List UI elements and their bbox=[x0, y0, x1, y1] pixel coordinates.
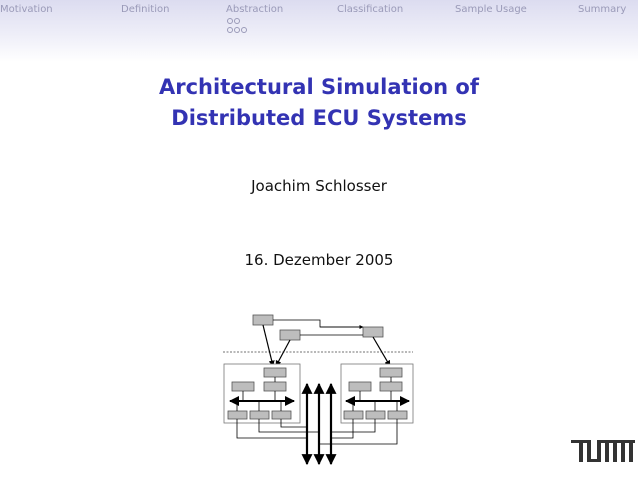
navigation-bar bbox=[0, 0, 638, 62]
subsection-dot-icon[interactable] bbox=[234, 27, 240, 33]
subsection-dot-icon[interactable] bbox=[234, 18, 240, 24]
subsection-dot-icon[interactable] bbox=[227, 27, 233, 33]
slide-title bbox=[0, 72, 638, 134]
nav-classification[interactable]: Classification bbox=[337, 4, 404, 15]
title-line-1: Architectural Simulation of bbox=[159, 75, 479, 99]
nav-abstraction[interactable]: Abstraction bbox=[226, 4, 284, 15]
slide-author: Joachim Schlosser bbox=[251, 177, 387, 195]
subsection-dot-icon[interactable] bbox=[241, 27, 247, 33]
slide-date: 16. Dezember 2005 bbox=[244, 251, 394, 269]
nav-summary[interactable]: Summary bbox=[578, 4, 627, 15]
subsection-dot-icon[interactable] bbox=[227, 18, 233, 24]
nav-motivation[interactable]: Motivation bbox=[0, 4, 53, 15]
nav-sample-usage[interactable]: Sample Usage bbox=[455, 4, 527, 15]
title-line-2: Distributed ECU Systems bbox=[171, 106, 467, 130]
tum-logo-icon bbox=[571, 440, 635, 462]
abstraction-subsection-dots bbox=[227, 16, 247, 34]
ecu-architecture-diagram-icon bbox=[220, 310, 420, 470]
nav-definition[interactable]: Definition bbox=[121, 4, 170, 15]
